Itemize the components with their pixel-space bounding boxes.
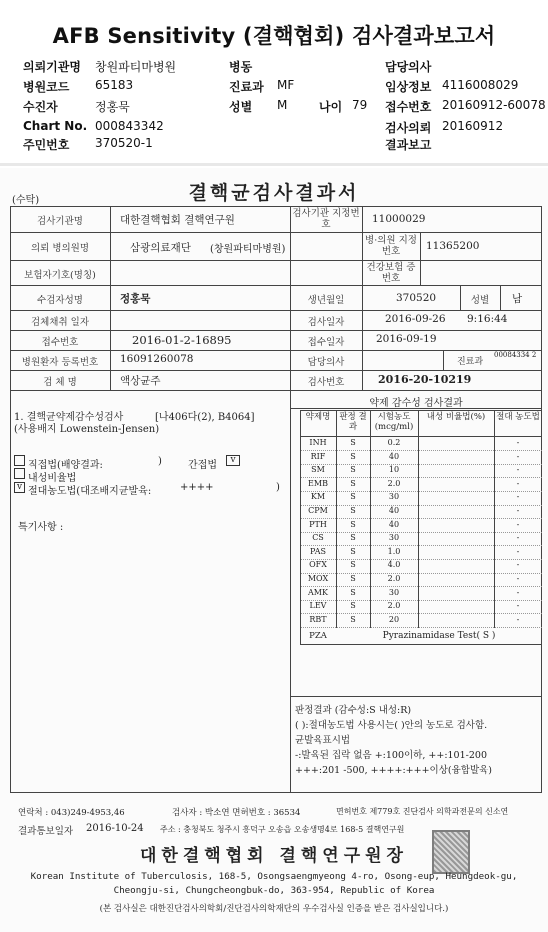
drug-table-cell-abs: - bbox=[516, 601, 520, 611]
drug-table-cell-drug: SM bbox=[311, 465, 325, 475]
drug-table-cell-conc: 40 bbox=[388, 451, 400, 461]
drug-table-cell-conc: 30 bbox=[388, 587, 400, 597]
drug-table-cell-conc: 2.0 bbox=[387, 574, 401, 583]
receipt-label: 접수번호 bbox=[385, 100, 432, 114]
ward-label: 병동 bbox=[229, 60, 253, 74]
drug-table-cell-drug: RIF bbox=[310, 451, 326, 461]
drug-table-cell-drug: AMK bbox=[308, 587, 328, 597]
req-org-label: 의뢰기관명 bbox=[23, 60, 81, 74]
patient-reg-label: 병원환자 등록번호 bbox=[21, 357, 99, 368]
drug-table-cell-result: S bbox=[350, 492, 356, 502]
method-line2: (사용배지 Lowenstein-Jensen) bbox=[14, 424, 160, 435]
table-rule bbox=[418, 410, 419, 628]
drug-table-cell-conc: 4.0 bbox=[387, 560, 401, 570]
drug-table-cell-drug: RBT bbox=[309, 614, 327, 624]
legend-line4: -:발육된 집락 없음 +:100이하, ++:101-200 bbox=[295, 750, 487, 761]
approver-info: 면허번호 제779호 진단검사 의학과전문의 신소연 bbox=[336, 807, 509, 816]
drug-table-cell-drug: CS bbox=[312, 533, 324, 543]
req-org-value: 창원파티마병원 bbox=[95, 60, 177, 74]
receipt-date-label: 접수일자 bbox=[307, 337, 345, 348]
drug-table-cell-conc: 30 bbox=[388, 533, 400, 543]
resist-ratio-checkbox bbox=[14, 468, 25, 479]
req-hospital-id-value: 11365200 bbox=[426, 240, 480, 252]
official-seal-icon bbox=[432, 830, 470, 874]
drug-table-cell-abs: - bbox=[516, 587, 520, 597]
resist-ratio-label: 내성비율법 bbox=[28, 473, 77, 484]
org-name-kr: 대한결핵협회 결핵연구원장 bbox=[140, 846, 408, 866]
sex-label-report: 성별 bbox=[470, 295, 490, 306]
report-label: 결과보고 bbox=[385, 138, 432, 152]
drug-table-cell-conc: 1.0 bbox=[387, 546, 401, 556]
drug-table-cell-result: S bbox=[350, 560, 356, 570]
test-date-value: 2016-09-26 bbox=[385, 313, 446, 325]
patient-name-value: 정홍묵 bbox=[120, 293, 151, 305]
drug-table-cell-result: S bbox=[350, 451, 356, 461]
dept-value: MF bbox=[277, 78, 295, 92]
drug-table-cell-abs: - bbox=[516, 478, 520, 488]
direct-method-close: ) bbox=[158, 456, 162, 467]
receipt-no-label: 접수번호 bbox=[41, 337, 79, 348]
patient-label: 수진자 bbox=[23, 100, 58, 114]
chart-no-label: Chart No. bbox=[23, 119, 88, 133]
drug-table-cell-abs: - bbox=[516, 614, 520, 624]
address-kr: 주소 : 충청북도 청주시 흥덕구 오송읍 오송생명4로 168-5 결핵연구원 bbox=[160, 825, 405, 834]
clinical-label: 임상정보 bbox=[385, 80, 432, 94]
test-request-label: 검사의뢰 bbox=[385, 121, 432, 135]
indirect-method-checkbox: v bbox=[226, 455, 240, 466]
req-hospital-label: 의뢰 병의원명 bbox=[30, 243, 90, 254]
drug-table-cell-result: S bbox=[350, 506, 356, 515]
table-rule bbox=[300, 644, 542, 645]
req-hospital-value: 삼광의료재단 bbox=[130, 242, 191, 254]
specimen-label: 검 체 명 bbox=[43, 377, 77, 388]
drug-table-header: 내성 비율법(%) bbox=[426, 412, 486, 422]
chart-no-value: 000843342 bbox=[95, 119, 164, 133]
collect-date-label: 검체채취 일자 bbox=[30, 317, 90, 328]
lab-name-label: 검사기관명 bbox=[37, 216, 83, 227]
patient-value: 정홍묵 bbox=[95, 100, 130, 114]
abs-conc-label: 절대농도법(대조배지균발육: bbox=[28, 486, 152, 497]
table-rule bbox=[494, 410, 495, 628]
drug-table-cell-drug: MOX bbox=[307, 574, 329, 583]
age-label: 나이 bbox=[319, 100, 343, 114]
drug-table-cell-abs: - bbox=[516, 519, 520, 529]
report-date-value: 2016-10-24 bbox=[86, 823, 144, 834]
report-header bbox=[0, 0, 548, 160]
drug-table-cell-result: S bbox=[350, 519, 356, 529]
drug-table-cell-result: S bbox=[350, 438, 356, 447]
method-line1: 1. 결핵균약제감수성검사 bbox=[14, 412, 124, 423]
req-hospital-sub: (창원파티마병원) bbox=[210, 244, 286, 255]
pza-label: PZA bbox=[309, 631, 327, 642]
drug-table-cell-abs: - bbox=[516, 560, 520, 570]
hosp-code-label: 병원코드 bbox=[23, 80, 70, 94]
drug-table-cell-conc: 0.2 bbox=[387, 438, 401, 447]
report-title: 결핵균검사결과서 bbox=[188, 182, 360, 204]
org-name-en-line2: Cheongju-si, Chungcheongbuk-do, 363-954, Republic of Korea bbox=[113, 885, 435, 896]
drug-table-cell-conc: 2.0 bbox=[387, 478, 401, 488]
drug-table-cell-abs: - bbox=[516, 533, 520, 543]
test-date-label: 검사일자 bbox=[307, 317, 345, 328]
legend-line2: ( ):절대농도법 사용시는( )안의 농도로 검사함. bbox=[295, 720, 488, 731]
patient-name-label: 수검자성명 bbox=[37, 295, 83, 306]
drug-table-cell-abs: - bbox=[516, 506, 520, 515]
drug-table-cell-result: S bbox=[350, 601, 356, 611]
req-hospital-id-label: 병·의원 지정번호 bbox=[365, 235, 417, 257]
drug-table-header: 약제명 bbox=[305, 412, 331, 422]
drug-table-cell-drug: LEV bbox=[309, 601, 327, 611]
direct-method-label: 직접법(배양결과: bbox=[28, 460, 103, 471]
insurer-label: 보험자기호(명칭) bbox=[24, 270, 96, 281]
org-name-en-line1: Korean Institute of Tuberculosis, 168-5, Osongsaengmyeong 4-ro, Osong-eup, Heungdeok-gu, bbox=[30, 871, 518, 882]
indirect-method-label: 간접법 bbox=[188, 460, 217, 471]
drug-table-cell-conc: 30 bbox=[388, 492, 400, 502]
dob-value: 370520 bbox=[396, 292, 437, 304]
drug-table-header: 절대 농도법 bbox=[496, 412, 540, 422]
drug-table-cell-conc: 2.0 bbox=[387, 601, 401, 611]
drug-table-cell-result: S bbox=[350, 533, 356, 543]
report-date-label: 결과통보일자 bbox=[18, 826, 74, 837]
drug-table-cell-abs: - bbox=[516, 492, 520, 502]
drug-table-cell-drug: EMB bbox=[308, 478, 328, 488]
lab-id-label: 검사기관 지정번호 bbox=[292, 208, 360, 230]
pza-value: Pyrazinamidase Test( S ) bbox=[382, 631, 496, 642]
legend-line3: 균발육표시법 bbox=[295, 735, 351, 746]
specimen-value: 액상균주 bbox=[120, 375, 161, 387]
drug-table-cell-drug: KM bbox=[310, 492, 326, 502]
test-request-value: 20160912 bbox=[442, 119, 504, 133]
patient-reg-value: 16091260078 bbox=[120, 353, 194, 365]
lab-id-value: 11000029 bbox=[372, 213, 426, 225]
drug-table-cell-drug: PTH bbox=[309, 519, 327, 529]
header-divider bbox=[0, 163, 548, 166]
drug-table-cell-result: S bbox=[350, 546, 356, 556]
dept-label-report: 진료과 bbox=[456, 357, 484, 367]
drug-table-cell-drug: INH bbox=[309, 438, 327, 447]
dept-label: 진료과 bbox=[229, 80, 264, 94]
dept-value-report: 00084334 2 bbox=[494, 351, 537, 359]
remarks-label: 특기사항 : bbox=[18, 522, 64, 533]
doctor-label: 담당의사 bbox=[385, 60, 432, 74]
abs-conc-close: ) bbox=[276, 482, 280, 493]
method-line1-code: [나406다(2), B4064] bbox=[155, 412, 255, 423]
drug-table-cell-result: S bbox=[350, 465, 356, 475]
drug-table-cell-conc: 40 bbox=[388, 506, 400, 515]
sex-value-report: 남 bbox=[512, 293, 523, 305]
drug-table-cell-abs: - bbox=[516, 546, 520, 556]
tester-info: 검사자 : 박소연 면허번호 : 36534 bbox=[172, 808, 301, 818]
abs-conc-checkbox: v bbox=[14, 482, 25, 493]
drug-table-cell-conc: 40 bbox=[388, 519, 400, 529]
test-no-value: 2016-20-10219 bbox=[378, 373, 472, 386]
direct-method-checkbox bbox=[14, 455, 25, 466]
drug-table-cell-conc: 10 bbox=[388, 465, 400, 475]
test-time-value: 9:16:44 bbox=[467, 313, 508, 325]
receipt-date-value: 2016-09-19 bbox=[376, 333, 437, 345]
certification-note: (본 검사실은 대한진단검사의학회/진단검사의학재단의 우수검사실 인증을 받은 검사실입니다.) bbox=[99, 904, 449, 914]
hosp-code-value: 65183 bbox=[95, 78, 134, 92]
age-value: 79 bbox=[352, 98, 368, 112]
legend-line1: 판정결과 (감수성:S 내성:R) bbox=[295, 705, 412, 716]
drug-table-cell-abs: - bbox=[516, 574, 520, 583]
sex-value: M bbox=[277, 98, 288, 112]
table-rule bbox=[300, 410, 542, 411]
clinical-value: 4116008029 bbox=[442, 78, 519, 92]
receipt-value: 20160912-60078 bbox=[442, 98, 546, 112]
health-card-label: 건강보험 증번호 bbox=[366, 262, 416, 284]
legend-line5: +++:201 -500, ++++:+++이상(융합발육) bbox=[295, 765, 493, 776]
rrn-label: 주민번호 bbox=[23, 138, 70, 152]
drug-table-cell-result: S bbox=[350, 587, 356, 597]
table-rule bbox=[336, 410, 337, 628]
drug-table-title: 약제 감수성 검사결과 bbox=[369, 398, 463, 409]
drug-table-cell-result: S bbox=[350, 614, 356, 624]
drug-table-cell-result: S bbox=[350, 574, 356, 583]
drug-table-cell-drug: OFX bbox=[309, 560, 327, 570]
consignment-stamp: (수탁) bbox=[12, 195, 40, 206]
table-rule bbox=[370, 410, 371, 628]
sex-label: 성별 bbox=[229, 100, 253, 114]
receipt-no-value: 2016-01-2-16895 bbox=[132, 333, 232, 347]
drug-table-cell-conc: 20 bbox=[388, 614, 400, 624]
lab-name-value: 대한결핵협회 결핵연구원 bbox=[120, 214, 235, 226]
page-title: AFB Sensitivity (결핵협회) 검사결과보고서 bbox=[52, 24, 496, 48]
dob-label: 생년월일 bbox=[307, 295, 345, 306]
abs-conc-growth: ++++ bbox=[180, 482, 214, 493]
drug-table-cell-result: S bbox=[350, 478, 356, 488]
drug-table-cell-abs: - bbox=[516, 451, 520, 461]
drug-table-cell-drug: PAS bbox=[310, 546, 326, 556]
drug-table-cell-abs: - bbox=[516, 465, 520, 475]
rrn-value: 370520-1 bbox=[95, 136, 153, 150]
test-no-label: 검사번호 bbox=[307, 377, 345, 388]
doctor-label-report: 담당의사 bbox=[307, 357, 345, 368]
drug-table-cell-abs: - bbox=[516, 438, 520, 447]
contact-phone: 연락처 : 043)249-4953,46 bbox=[18, 808, 125, 818]
scanned-report bbox=[0, 168, 548, 932]
drug-table-header: 시험농도 (mcg/ml) bbox=[374, 412, 414, 432]
table-rule bbox=[300, 410, 301, 644]
drug-table-cell-drug: CPM bbox=[308, 506, 328, 515]
drug-table-header: 판정 결과 bbox=[339, 412, 367, 432]
